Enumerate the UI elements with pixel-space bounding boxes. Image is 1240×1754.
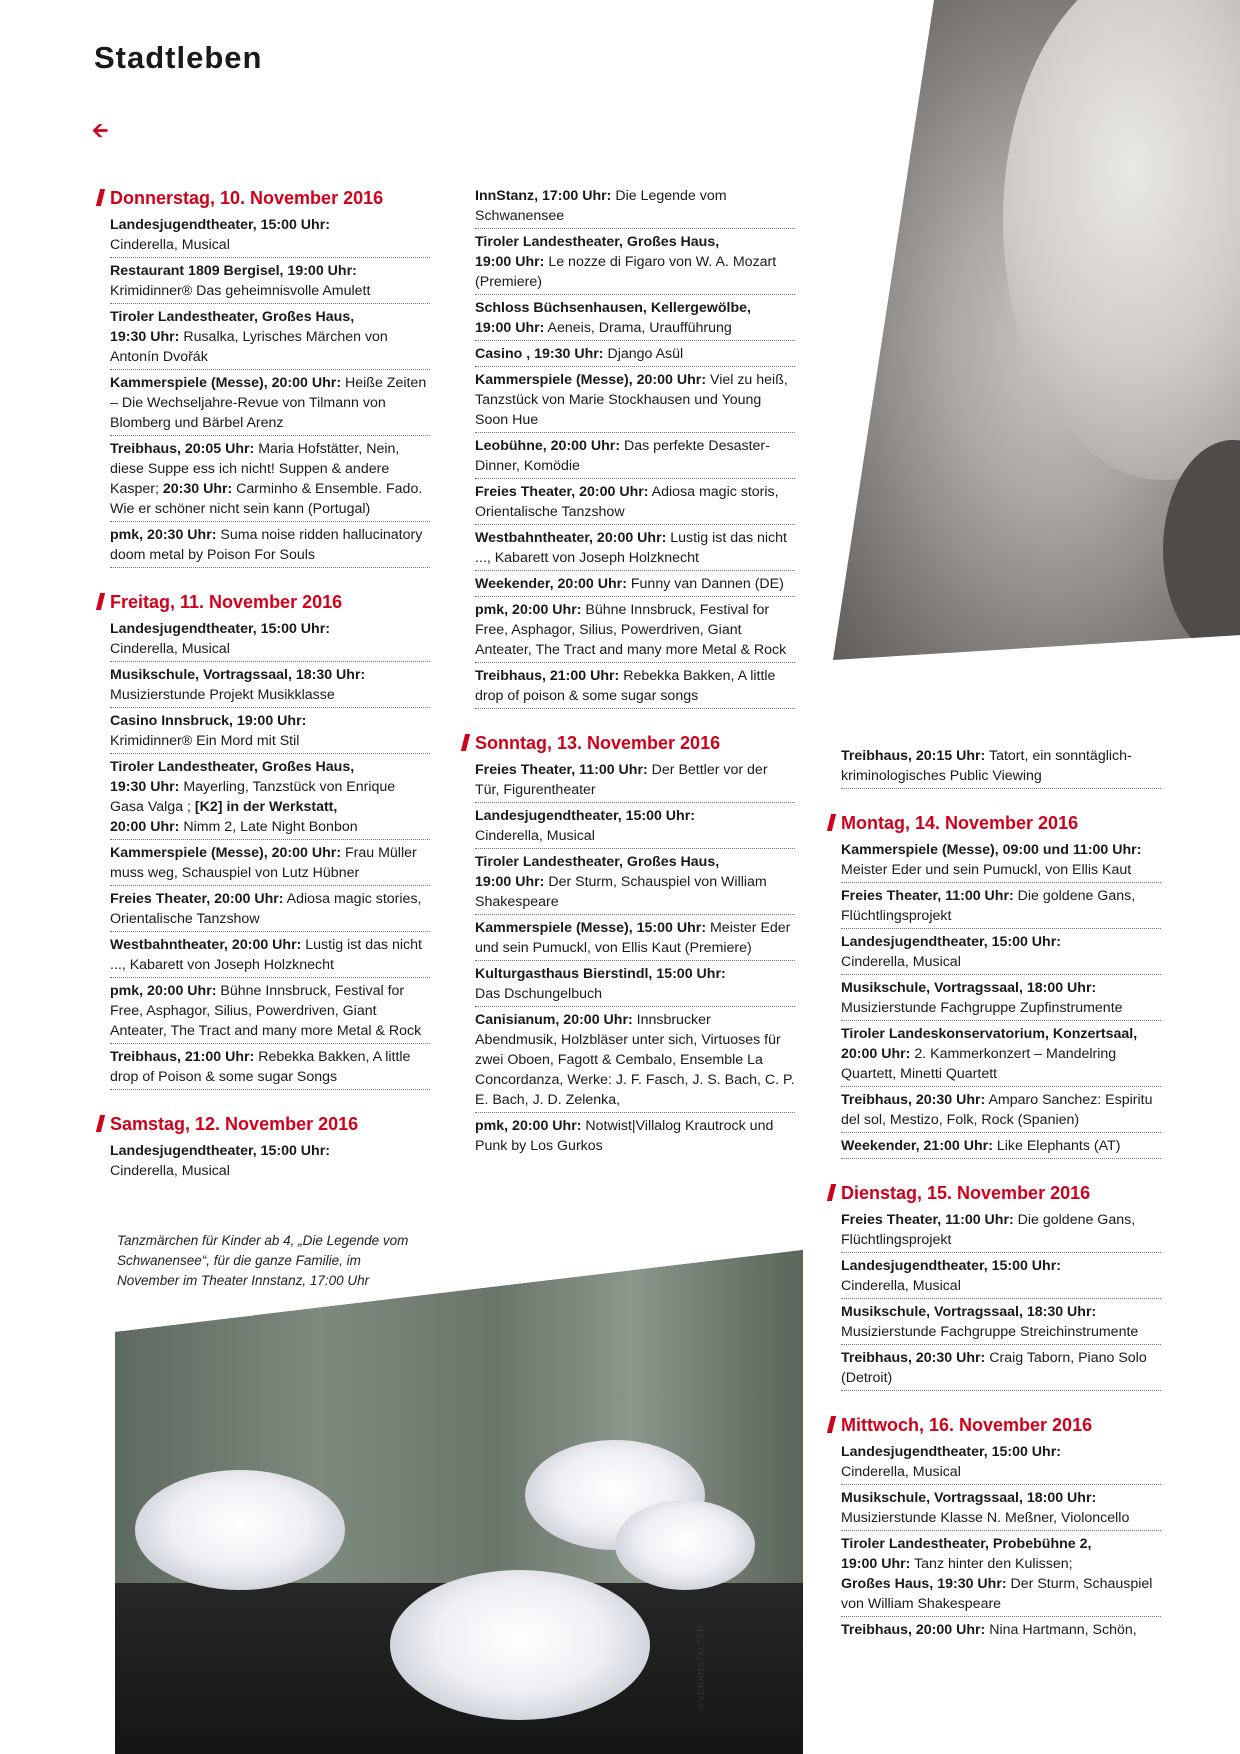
- event-entry: [110, 261, 430, 304]
- event-description: Musizierstunde Projekt Musikklasse: [110, 687, 335, 703]
- event-venue-time: Treibhaus, 20:05 Uhr:: [110, 441, 255, 457]
- event-description: Bühne Innsbruck, Festival for Free, Asphagor, Silius, Powerdriven, Giant Anteater, The Tract and many more Metal & Rock: [110, 983, 422, 1039]
- event-entry: [475, 574, 795, 597]
- photo-subject: [1003, 0, 1240, 480]
- event-venue-time: Landesjugendtheater, 15:00 Uhr:: [110, 1143, 330, 1159]
- day-heading: Montag, 14. November 2016: [829, 811, 1161, 835]
- event-description: Musizierstunde Fachgruppe Streichinstrumente: [841, 1324, 1139, 1340]
- event-entry: [475, 344, 795, 367]
- event-entry: [110, 215, 430, 258]
- event-description: Cinderella, Musical: [475, 828, 595, 844]
- dancer-tutu: [615, 1500, 755, 1590]
- event-entry: [110, 757, 430, 840]
- event-description: Cinderella, Musical: [841, 1278, 961, 1294]
- event-venue-time: Leobühne, 20:00 Uhr:: [475, 438, 621, 454]
- day-heading: Dienstag, 15. November 2016: [829, 1181, 1161, 1205]
- event-entry: [110, 981, 430, 1044]
- event-description: Aeneis, Drama, Uraufführung: [544, 320, 732, 336]
- dancer-tutu: [135, 1470, 345, 1590]
- event-entry: [841, 746, 1161, 789]
- event-description: Musizierstunde Fachgruppe Zupfinstrumente: [841, 1000, 1123, 1016]
- event-description: Die Legende vom Schwanensee: [475, 188, 727, 224]
- event-venue-time: Musikschule, Vortragssaal, 18:00 Uhr:: [841, 980, 1097, 996]
- event-description: Cinderella, Musical: [110, 237, 230, 253]
- event-entry: [841, 932, 1161, 975]
- photo-credit: ©VERANSTALTER: [696, 1625, 706, 1712]
- event-description: Suma noise ridden hallucinatory doom metal by Poison For Souls: [110, 527, 423, 563]
- event-description: Musizierstunde Klasse N. Meßner, Violoncello: [841, 1510, 1130, 1526]
- event-entry: [841, 1136, 1161, 1159]
- event-venue-time: Kammerspiele (Messe), 20:00 Uhr:: [110, 845, 342, 861]
- event-description: 2. Kammerkonzert – Mandelring Quartett, Minetti Quartett: [841, 1046, 1117, 1082]
- event-description: Rusalka, Lyrisches Märchen von Antonín Dvořák: [110, 329, 388, 365]
- event-entry: [841, 1348, 1161, 1391]
- event-description: Bühne Innsbruck, Festival for Free, Asphagor, Silius, Powerdriven, Giant Anteater, The Tract and many more Metal & Rock: [475, 602, 787, 658]
- event-venue-time: Canisianum, 20:00 Uhr:: [475, 1012, 633, 1028]
- event-entry: [110, 1141, 430, 1183]
- event-entry: [110, 619, 430, 662]
- event-venue-time: pmk, 20:30 Uhr:: [110, 527, 217, 543]
- event-venue-time: 19:00 Uhr:: [841, 1556, 911, 1572]
- event-entry: [841, 1210, 1161, 1253]
- event-entry: [475, 964, 795, 1007]
- event-entry: [475, 482, 795, 525]
- event-description: Frau Müller muss weg, Schauspiel von Lutz Hübner: [110, 845, 417, 881]
- event-venue-time: 19:30 Uhr:: [110, 329, 180, 345]
- event-entry: [841, 886, 1161, 929]
- event-venue-time: Treibhaus, 20:30 Uhr:: [841, 1092, 986, 1108]
- event-venue-time: Landesjugendtheater, 15:00 Uhr:: [110, 621, 330, 637]
- event-entry: [475, 232, 795, 295]
- event-description: Der Sturm, Schauspiel von William Shakespeare: [475, 874, 767, 910]
- event-venue-time: Kammerspiele (Messe), 20:00 Uhr:: [110, 375, 342, 391]
- event-venue-time: Kulturgasthaus Bierstindl, 15:00 Uhr:: [475, 966, 726, 982]
- event-venue-time: 19:00 Uhr:: [475, 254, 545, 270]
- day-heading: Donnerstag, 10. November 2016: [98, 186, 430, 210]
- event-entry: [475, 370, 795, 433]
- event-description: Tatort, ein sonntäglich-kriminologisches Public Viewing: [841, 748, 1132, 784]
- event-entry: [110, 843, 430, 886]
- event-venue-time: Casino , 19:30 Uhr:: [475, 346, 604, 362]
- event-venue-time: Landesjugendtheater, 15:00 Uhr:: [841, 934, 1061, 950]
- event-venue-time: Musikschule, Vortragssaal, 18:30 Uhr:: [110, 667, 366, 683]
- event-venue-time: Weekender, 20:00 Uhr:: [475, 576, 627, 592]
- event-description: Innsbrucker Abendmusik, Holzbläser unter sich, Virtuoses für zwei Oboen, Fagott & Cembalo, Ensemble La Concordanza, Werke: J. F. Fasch, J. S. Bach, C. P. E. Bach, J. D. Zelenka,: [475, 1012, 795, 1108]
- event-venue-time: Großes Haus, 19:30 Uhr:: [841, 1576, 1007, 1592]
- event-entry: [841, 978, 1161, 1021]
- day-heading: Mittwoch, 16. November 2016: [829, 1413, 1161, 1437]
- event-venue-time: Weekender, 21:00 Uhr:: [841, 1138, 993, 1154]
- event-venue-time: Landesjugendtheater, 15:00 Uhr:: [475, 808, 695, 824]
- event-venue-time: Kammerspiele (Messe), 15:00 Uhr:: [475, 920, 707, 936]
- event-description: Mayerling, Tanzstück von Enrique Gasa Valga ;: [110, 779, 396, 815]
- event-entry: [841, 1256, 1161, 1299]
- event-description: Adiosa magic stories, Orientalische Tanzshow: [110, 891, 422, 927]
- dancer-tutu: [390, 1570, 650, 1720]
- event-venue-time: Casino Innsbruck, 19:00 Uhr:: [110, 713, 307, 729]
- event-description: Der Sturm, Schauspiel von William Shakespeare: [841, 1576, 1153, 1612]
- page-title: Stadtleben: [94, 40, 263, 75]
- event-entry: [475, 852, 795, 915]
- event-description: Adiosa magic storis, Orientalische Tanzshow: [475, 484, 779, 520]
- event-entry: [110, 935, 430, 978]
- event-description: Heiße Zeiten – Die Wechseljahre-Revue von Tilmann von Blomberg und Bärbel Arenz: [110, 375, 427, 431]
- event-venue-time: pmk, 20:00 Uhr:: [110, 983, 217, 999]
- event-entry: [475, 760, 795, 803]
- event-description: Das Dschungelbuch: [475, 986, 602, 1002]
- event-description: Die goldene Gans, Flüchtlingsprojekt: [841, 888, 1136, 924]
- event-venue-time: Tiroler Landestheater, Großes Haus,: [110, 759, 355, 775]
- event-entry: [841, 1024, 1161, 1087]
- event-entry: [110, 439, 430, 522]
- event-description: Cinderella, Musical: [110, 641, 230, 657]
- event-venue-time: Tiroler Landestheater, Großes Haus,: [475, 854, 720, 870]
- event-venue-time: 19:30 Uhr:: [110, 779, 180, 795]
- event-description: Nimm 2, Late Night Bonbon: [179, 819, 358, 835]
- event-description: Like Elephants (AT): [992, 1138, 1121, 1154]
- event-entry: [475, 666, 795, 709]
- event-description: Amparo Sanchez: Espiritu del sol, Mestizo, Folk, Rock (Spanien): [841, 1092, 1153, 1128]
- event-description: Nina Hartmann, Schön,: [985, 1622, 1137, 1638]
- event-entry: [475, 1116, 795, 1158]
- event-venue-time: pmk, 20:00 Uhr:: [475, 1118, 582, 1134]
- event-entry: [475, 528, 795, 571]
- event-description: Lustig ist das nicht ..., Kabarett von Joseph Holzknecht: [475, 530, 787, 566]
- event-entry: [475, 1010, 795, 1113]
- event-venue-time: Restaurant 1809 Bergisel, 19:00 Uhr:: [110, 263, 357, 279]
- event-column-1: [110, 186, 430, 1186]
- photo-caption: Tanzmärchen für Kinder ab 4, „Die Legende vom Schwanensee“, für die ganze Familie, im November im Theater Innstanz, 17:00 Uhr: [117, 1233, 409, 1288]
- event-description: Die goldene Gans, Flüchtlingsprojekt: [841, 1212, 1136, 1248]
- event-venue-time: Treibhaus, 20:00 Uhr:: [841, 1622, 986, 1638]
- event-description: Notwist|Villalog Krautrock und Punk by Los Gurkos: [475, 1118, 774, 1154]
- event-venue-time: Treibhaus, 21:00 Uhr:: [110, 1049, 255, 1065]
- event-entry: [110, 1047, 430, 1090]
- event-description: Cinderella, Musical: [110, 1163, 230, 1179]
- header-photo: [833, 0, 1240, 660]
- event-venue-time: Westbahntheater, 20:00 Uhr:: [110, 937, 302, 953]
- event-entry: [475, 298, 795, 341]
- event-entry: [841, 1090, 1161, 1133]
- event-description: Rebekka Bakken, A little drop of Poison & some sugar Songs: [110, 1049, 411, 1085]
- event-venue-time: Musikschule, Vortragssaal, 18:00 Uhr:: [841, 1490, 1097, 1506]
- event-description: Le nozze di Figaro von W. A. Mozart (Premiere): [475, 254, 777, 290]
- event-description: Django Asül: [603, 346, 684, 362]
- event-venue-time: Treibhaus, 20:15 Uhr:: [841, 748, 986, 764]
- event-venue-time: Freies Theater, 11:00 Uhr:: [475, 762, 648, 778]
- event-venue-time: Tiroler Landestheater, Großes Haus,: [110, 309, 355, 325]
- event-venue-time: [K2] in der Werkstatt,: [194, 799, 338, 815]
- event-description: Maria Hofstätter, Nein, diese Suppe ess ich nicht! Suppen & andere Kasper;: [110, 441, 400, 497]
- event-venue-time: Treibhaus, 20:30 Uhr:: [841, 1350, 986, 1366]
- event-description: Carminho & Ensemble. Fado. Wie er schöner nicht sein kann (Portugal): [110, 481, 423, 517]
- event-venue-time: Tiroler Landeskonservatorium, Konzertsaal, 20:00 Uhr:: [841, 1026, 1138, 1062]
- event-venue-time: Treibhaus, 21:00 Uhr:: [475, 668, 620, 684]
- event-entry: [110, 889, 430, 932]
- event-entry: [475, 436, 795, 479]
- event-venue-time: Freies Theater, 20:00 Uhr:: [475, 484, 649, 500]
- event-entry: [841, 1620, 1161, 1642]
- event-entry: [475, 600, 795, 663]
- event-entry: [841, 1302, 1161, 1345]
- event-venue-time: 19:00 Uhr:: [475, 320, 545, 336]
- event-description: Cinderella, Musical: [841, 954, 961, 970]
- event-venue-time: InnStanz, 17:00 Uhr:: [475, 188, 612, 204]
- event-venue-time: Tiroler Landestheater, Großes Haus,: [475, 234, 720, 250]
- event-description: Lustig ist das nicht ..., Kabarett von Joseph Holzknecht: [110, 937, 422, 973]
- event-description: Krimidinner® Ein Mord mit Stil: [110, 733, 300, 749]
- event-description: Tanz hinter den Kulissen;: [910, 1556, 1073, 1572]
- event-description: Craig Taborn, Piano Solo (Detroit): [841, 1350, 1147, 1386]
- event-entry: [110, 373, 430, 436]
- event-entry: [841, 1488, 1161, 1531]
- event-venue-time: Landesjugendtheater, 15:00 Uhr:: [841, 1258, 1061, 1274]
- event-venue-time: Westbahntheater, 20:00 Uhr:: [475, 530, 667, 546]
- event-entry: [841, 1534, 1161, 1617]
- event-entry: [110, 307, 430, 370]
- event-venue-time: pmk, 20:00 Uhr:: [475, 602, 582, 618]
- event-venue-time: Kammerspiele (Messe), 20:00 Uhr:: [475, 372, 707, 388]
- event-description: Cinderella, Musical: [841, 1464, 961, 1480]
- event-venue-time: Freies Theater, 20:00 Uhr:: [110, 891, 284, 907]
- event-venue-time: Freies Theater, 11:00 Uhr:: [841, 888, 1014, 904]
- event-entry: [110, 525, 430, 568]
- event-column-3: [841, 746, 1161, 1645]
- event-venue-time: Musikschule, Vortragssaal, 18:30 Uhr:: [841, 1304, 1097, 1320]
- event-column-2: [475, 186, 795, 1161]
- event-venue-time: 20:00 Uhr:: [110, 819, 180, 835]
- event-entry: [110, 711, 430, 754]
- event-entry: [110, 665, 430, 708]
- event-venue-time: Schloss Büchsenhausen, Kellergewölbe,: [475, 300, 751, 316]
- event-description: Funny van Dannen (DE): [626, 576, 784, 592]
- day-heading: Samstag, 12. November 2016: [98, 1112, 430, 1136]
- event-venue-time: 20:30 Uhr:: [162, 481, 233, 497]
- event-entry: [475, 806, 795, 849]
- day-heading: Sonntag, 13. November 2016: [463, 731, 795, 755]
- event-venue-time: Kammerspiele (Messe), 09:00 und 11:00 Uhr:: [841, 842, 1142, 858]
- back-arrow-icon[interactable]: 🡨: [92, 120, 109, 142]
- event-entry: [475, 186, 795, 229]
- day-heading: Freitag, 11. November 2016: [98, 590, 430, 614]
- event-description: Das perfekte Desaster-Dinner, Komödie: [475, 438, 770, 474]
- event-venue-time: Landesjugendtheater, 15:00 Uhr:: [841, 1444, 1061, 1460]
- event-entry: [475, 918, 795, 961]
- event-entry: [841, 840, 1161, 883]
- event-description: Rebekka Bakken, A little drop of poison & some sugar songs: [475, 668, 776, 704]
- event-description: Meister Eder und sein Pumuckl, von Ellis Kaut: [841, 862, 1132, 878]
- event-venue-time: 19:00 Uhr:: [475, 874, 545, 890]
- event-venue-time: Tiroler Landestheater, Probebühne 2,: [841, 1536, 1092, 1552]
- event-venue-time: Landesjugendtheater, 15:00 Uhr:: [110, 217, 330, 233]
- event-venue-time: Freies Theater, 11:00 Uhr:: [841, 1212, 1014, 1228]
- event-description: Viel zu heiß, Tanzstück von Marie Stockhausen und Young Soon Hue: [475, 372, 788, 428]
- event-entry: [841, 1442, 1161, 1485]
- event-description: Krimidinner® Das geheimnisvolle Amulett: [110, 283, 371, 299]
- event-description: Meister Eder und sein Pumuckl, von Ellis Kaut (Premiere): [475, 920, 791, 956]
- event-description: Der Bettler vor der Tür, Figurentheater: [475, 762, 768, 798]
